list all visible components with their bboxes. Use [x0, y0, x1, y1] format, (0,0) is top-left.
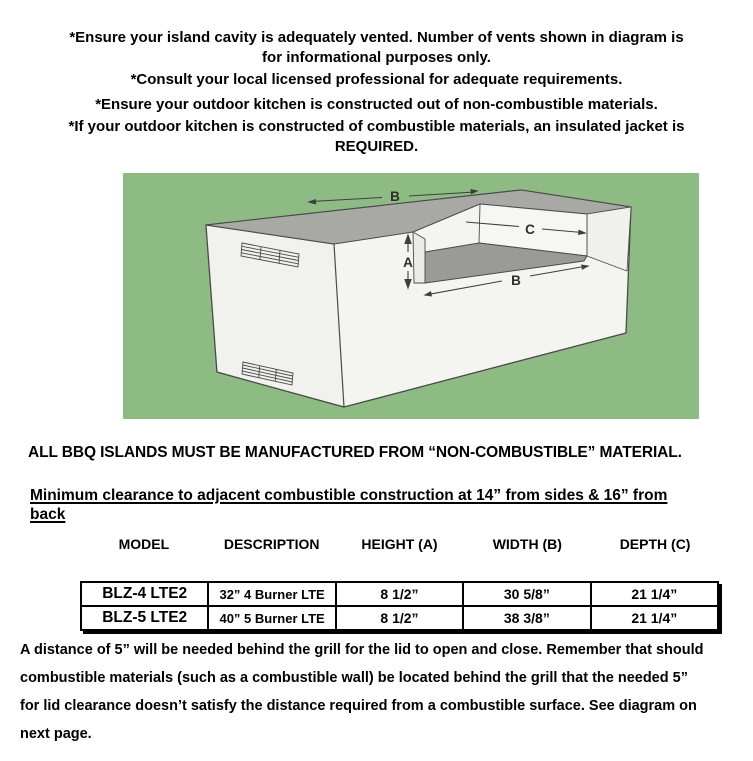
note-insulated-jacket	[12, 117, 741, 157]
cell-description: 40” 5 Burner LTE	[208, 606, 335, 630]
note-line: *Ensure your outdoor kitchen is constructed out of non-combustible materials.	[95, 96, 658, 113]
column-header-width: WIDTH (B)	[492, 536, 562, 552]
clearance-heading-line2: back	[30, 506, 66, 523]
dimension-b-top-label: B	[390, 189, 400, 204]
cell-width: 30 5/8”	[463, 582, 590, 606]
cell-height: 8 1/2”	[336, 582, 463, 606]
cavity-notch-face	[413, 232, 425, 283]
cell-description: 32” 4 Burner LTE	[208, 582, 335, 606]
note-line: for informational purposes only.	[262, 49, 491, 66]
column-header-model: MODEL	[118, 536, 170, 552]
note-line: *If your outdoor kitchen is constructed of combustible materials, an insulated jacket is	[68, 118, 685, 135]
note-line: for lid clearance doesn’t satisfy the distance required from a combustible surface. See diagram on	[20, 698, 697, 714]
note-line: next page.	[20, 726, 92, 742]
column-header-description: DESCRIPTION	[223, 536, 320, 552]
note-consult	[12, 70, 741, 90]
clearance-heading-line1: Minimum clearance to adjacent combustible construction at 14” from sides & 16” from	[30, 487, 668, 504]
spec-table	[80, 581, 719, 631]
column-header-height: HEIGHT (A)	[361, 536, 438, 552]
table-row	[81, 582, 718, 606]
note-venting	[12, 28, 741, 68]
cell-height: 8 1/2”	[336, 606, 463, 630]
dimension-b-front-label: B	[511, 273, 521, 288]
note-line: *Consult your local licensed professional for adequate requirements.	[130, 71, 623, 88]
dimension-c-label: C	[525, 222, 535, 237]
note-line: combustible materials (such as a combustible wall) be located behind the grill that the needed 5”	[20, 670, 688, 686]
cell-depth: 21 1/4”	[591, 582, 718, 606]
spec-table-column-headers	[80, 536, 719, 552]
column-header-depth: DEPTH (C)	[619, 536, 691, 552]
note-line: REQUIRED.	[334, 138, 419, 155]
cell-depth: 21 1/4”	[591, 606, 718, 630]
warning-notes	[12, 28, 741, 159]
clearance-heading	[30, 486, 730, 524]
note-line: A distance of 5” will be needed behind the grill for the lid to open and close. Remember that should	[20, 642, 704, 658]
note-noncombustible	[12, 95, 741, 115]
island-cavity-diagram	[123, 173, 699, 419]
table-row	[81, 606, 718, 630]
island-diagram-svg	[123, 173, 699, 419]
lid-clearance-note	[20, 636, 746, 748]
cell-width: 38 3/8”	[463, 606, 590, 630]
dimension-a-label: A	[403, 255, 413, 270]
cell-model: BLZ-5 LTE2	[81, 606, 208, 630]
note-line: *Ensure your island cavity is adequately vented. Number of vents shown in diagram is	[69, 29, 684, 46]
material-heading: ALL BBQ ISLANDS MUST BE MANUFACTURED FROM “NON-COMBUSTIBLE” MATERIAL.	[28, 444, 682, 461]
cell-model: BLZ-4 LTE2	[81, 582, 208, 606]
